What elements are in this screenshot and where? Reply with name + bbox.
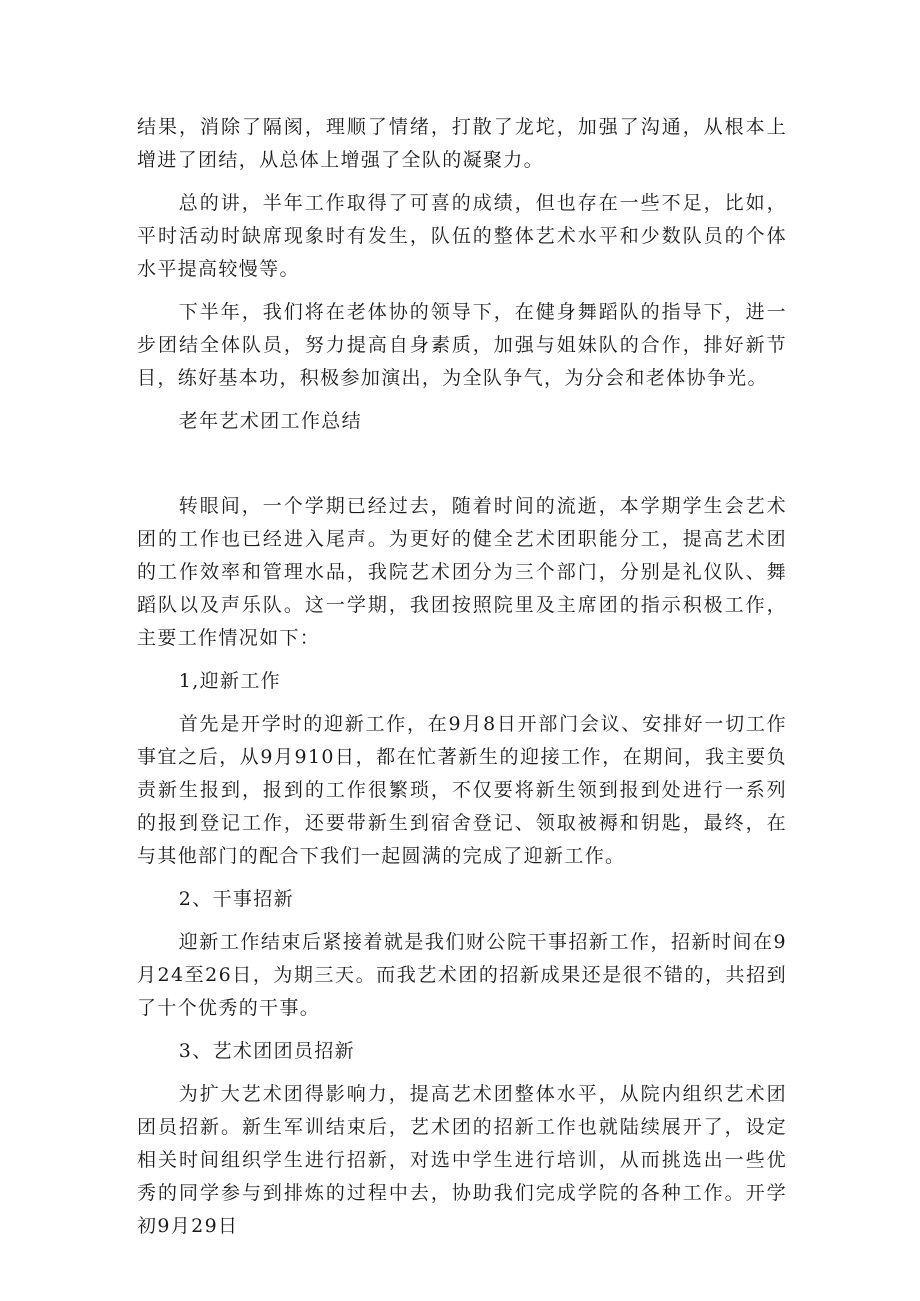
document-title: 老年艺术团工作总结 — [178, 410, 362, 432]
paragraph-summary: 总的讲，半年工作取得了可喜的成绩，但也存在一些不足，比如，平时活动时缺席现象时有发生，队伍的整体艺术水平和少数队员的个体水平提高较慢等。 — [137, 192, 787, 280]
paragraph-plan: 下半年，我们将在老体协的领导下，在健身舞蹈队的指导下，进一步团结全体队员，努力提高自身素质，加强与姐妹队的合作，排好新节目，练好基本功，积极参加演出，为全队争气，为分会和老体协争光。 — [137, 301, 787, 389]
paragraph-recruit-members: 为扩大艺术团得影响力，提高艺术团整体水平，从院内组织艺术团团员招新。新生军训结束后，艺术团的招新工作也就陆续展开了，设定相关时间组织学生进行招新，对选中学生进行培训，从而挑选出一些优秀的同学参与到排炼的过程中去，协助我们完成学院的各种工作。开学初9月29日 — [137, 1083, 787, 1237]
document-body — [137, 111, 787, 1243]
paragraph-continuation: 结果，消除了隔阂，理顺了情绪，打散了龙坨，加强了沟通，从根本上增进了团结，从总体上增强了全队的凝聚力。 — [137, 116, 787, 171]
paragraph-recruit-staff: 迎新工作结束后紧接着就是我们财公院干事招新工作，招新时间在9月24至26日，为期三天。而我艺术团的招新成果还是很不错的，共招到了十个优秀的干事。 — [137, 931, 787, 1019]
section-heading-3: 3、艺术团团员招新 — [178, 1040, 356, 1062]
paragraph-welcome: 首先是开学时的迎新工作，在9月8日开部门会议、安排好一切工作事宜之后，从9月910日，都在忙著新生的迎接工作，在期间，我主要负责新生报到，报到的工作很繁琐，不仅要将新生领到报到处进行一系列的报到登记工作，还要带新生到宿舍登记、领取被褥和钥匙，最终，在与其他部门的配合下我们一起圆满的完成了迎新工作。 — [137, 713, 787, 867]
section-heading-1: 1,迎新工作 — [178, 670, 282, 692]
section-heading-2: 2、干事招新 — [178, 888, 294, 910]
paragraph-intro: 转眼间，一个学期已经过去，随着时间的流逝，本学期学生会艺术团的工作也已经进入尾声。为更好的健全艺术团职能分工，提高艺术团的工作效率和管理水品，我院艺术团分为三个部门，分别是礼仪队、舞蹈队以及声乐队。这一学期，我团按照院里及主席团的指示积极工作，主要工作情况如下： — [137, 495, 787, 649]
